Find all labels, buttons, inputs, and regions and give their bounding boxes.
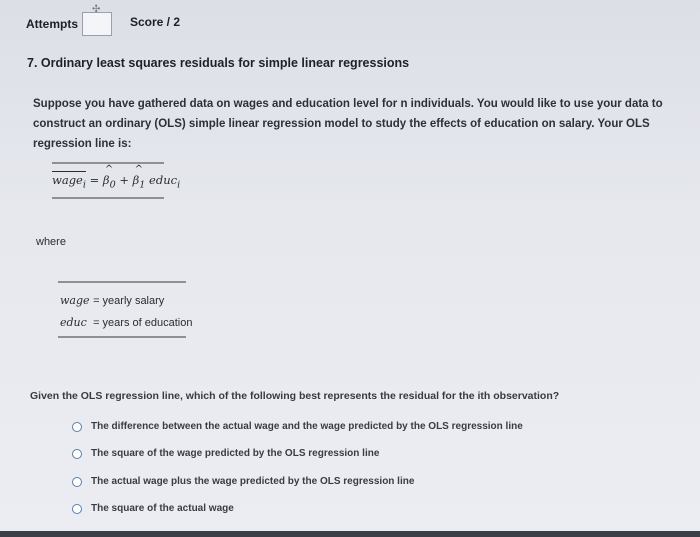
formula-bottom-rule xyxy=(52,197,164,199)
question-prompt: Given the OLS regression line, which of the following best represents the residual for the ith observation? xyxy=(30,390,560,402)
definition-educ: educ = years of education xyxy=(60,316,193,329)
attempts-area xyxy=(26,4,112,36)
definition-wage: wage = yearly salary xyxy=(60,294,165,307)
definitions-top-rule xyxy=(58,281,186,283)
formula-beta1: ^ β xyxy=(133,173,140,187)
where-label: where xyxy=(36,236,66,248)
option-3[interactable] xyxy=(72,476,414,487)
option-4[interactable] xyxy=(72,503,234,514)
score-label: Score / 2 xyxy=(130,15,181,29)
definitions-bottom-rule xyxy=(58,336,186,338)
option-label: The actual wage plus the wage predicted by the OLS regression line xyxy=(91,476,415,487)
radio-button[interactable] xyxy=(72,504,82,514)
formula-var: educ xyxy=(149,173,178,187)
option-1[interactable] xyxy=(72,421,523,432)
attempts-box xyxy=(82,4,112,36)
bottom-bar xyxy=(0,531,700,537)
attempts-indicator-icon: ✣ xyxy=(92,4,101,15)
radio-button[interactable] xyxy=(72,477,82,487)
option-2[interactable] xyxy=(72,448,379,459)
option-label: The difference between the actual wage and the wage predicted by the OLS regression line xyxy=(91,421,523,432)
option-label: The square of the actual wage xyxy=(91,503,234,514)
question-intro: Suppose you have gathered data on wages and education level for n individuals. You would like to use your data to construct an ordinary (OLS) simple linear regression model to study the effects of education on salary. Your OLS regression line is: xyxy=(33,98,663,150)
question-title: 7. Ordinary least squares residuals for simple linear regressions xyxy=(27,56,410,70)
formula-lhs: wage$_i$ xyxy=(52,173,86,191)
regression-formula: wage$_i$ = ^ $\beta_0$ + ^ $\beta_1$ educ$_i$ xyxy=(52,173,180,190)
attempts-label: Attempts xyxy=(26,17,79,31)
radio-button[interactable] xyxy=(72,449,82,459)
radio-button[interactable] xyxy=(72,422,82,432)
formula-beta0: ^ β xyxy=(103,173,110,187)
option-label: The square of the wage predicted by the OLS regression line xyxy=(91,448,380,459)
